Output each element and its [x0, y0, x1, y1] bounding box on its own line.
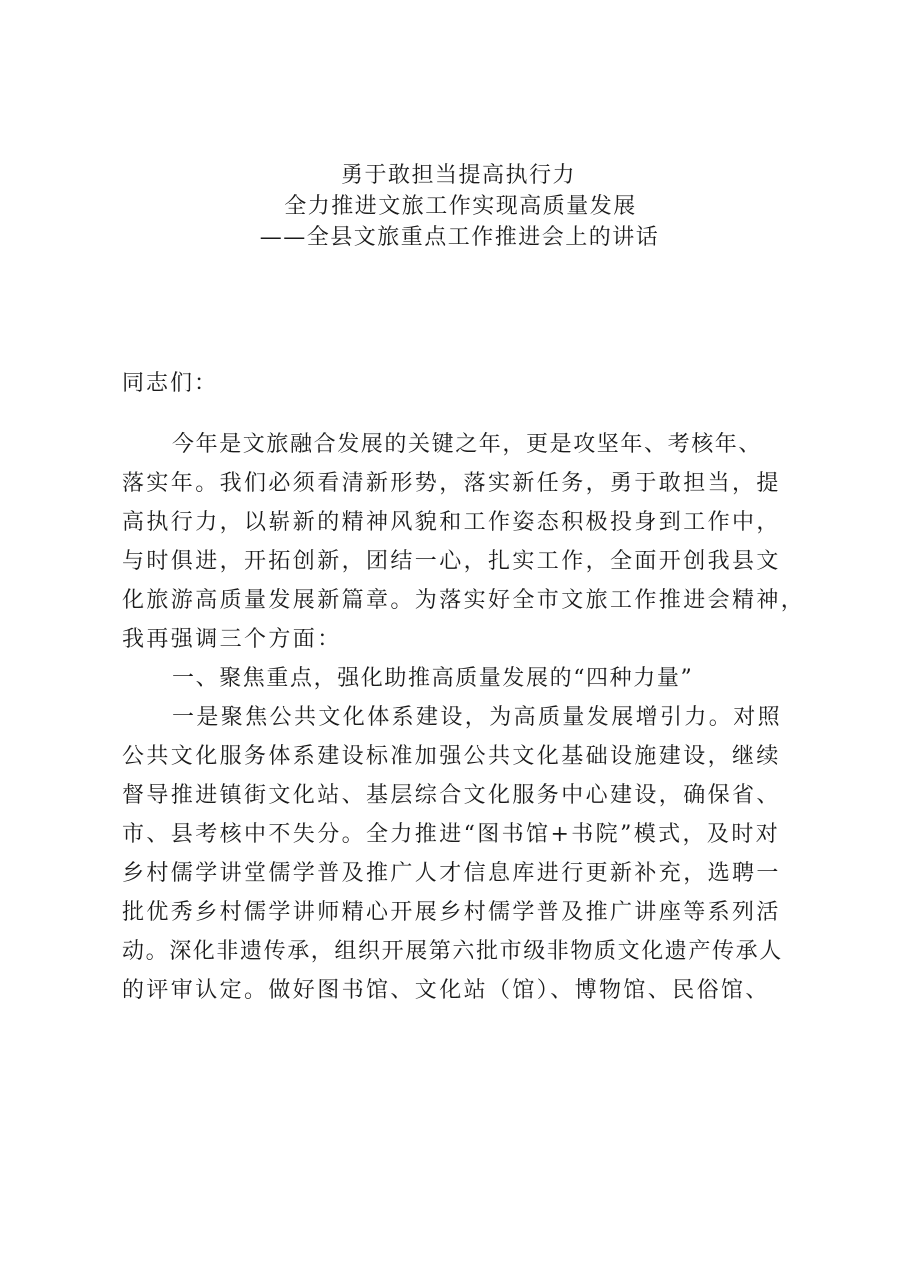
salutation: 同志们： — [122, 371, 219, 396]
title-line-1: 勇于敢担当提高执行力 — [340, 163, 576, 188]
body-line: 与时俱进，开拓创新，团结一心，扎实工作，全面开创我县文 — [122, 549, 781, 574]
body-line: 批优秀乡村儒学讲师精心开展乡村儒学普及推广讲座等系列活 — [122, 900, 781, 925]
title-line-3: ——全县文旅重点工作推进会上的讲话 — [259, 225, 660, 250]
body-line: 化旅游高质量发展新篇章。为落实好全市文旅工作推进会精神， — [122, 588, 806, 613]
body-line: 一是聚焦公共文化体系建设，为高质量发展增引力。对照 — [172, 705, 783, 730]
title-line-2: 全力推进文旅工作实现高质量发展 — [284, 194, 637, 219]
body-line: 落实年。我们必须看清新形势，落实新任务，勇于敢担当，提 — [122, 471, 781, 496]
document-body — [122, 425, 812, 1010]
body-line: 督导推进镇街文化站、基层综合文化服务中心建设，确保省、 — [122, 783, 781, 808]
body-line: 今年是文旅融合发展的关键之年，更是攻坚年、考核年、 — [172, 432, 763, 457]
body-line: 高执行力，以崭新的精神风貌和工作姿态积极投身到工作中， — [122, 510, 781, 535]
section-heading: 一、聚焦重点，强化助推高质量发展的“四种力量” — [172, 666, 694, 691]
body-line: 我再强调三个方面： — [122, 627, 342, 652]
document-title — [0, 160, 909, 253]
body-line: 动。深化非遗传承，组织开展第六批市级非物质文化遗产传承人 — [122, 939, 783, 964]
body-line: 市、县考核中不失分。全力推进“图书馆+书院”模式，及时对 — [122, 822, 781, 847]
body-line: 乡村儒学讲堂儒学普及推广人才信息库进行更新补充，选聘一 — [122, 861, 781, 886]
body-line: 的评审认定。做好图书馆、文化站（馆）、博物馆、民俗馆、 — [122, 978, 770, 1003]
body-line: 公共文化服务体系建设标准加强公共文化基础设施建设，继续 — [122, 744, 781, 769]
